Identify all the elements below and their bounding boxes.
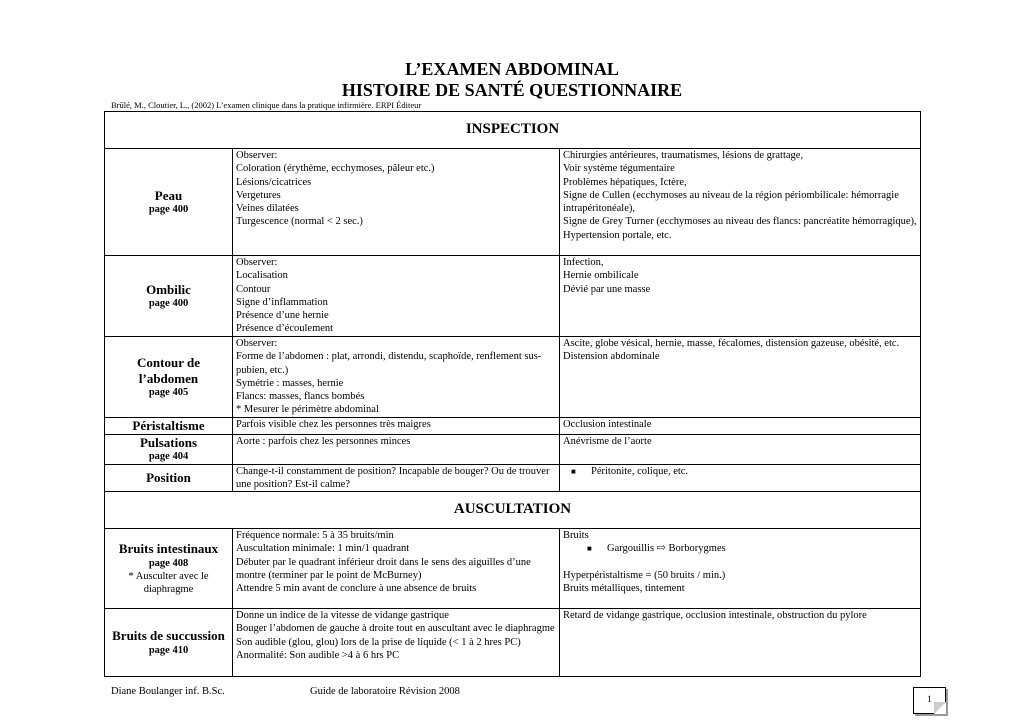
text-line: Occlusion intestinale [563, 419, 652, 430]
row-name: Bruits intestinaux [118, 541, 219, 557]
text-line: Localisation [236, 270, 288, 282]
observations-cell [233, 609, 560, 677]
row-name: Contour de l’abdomen [137, 355, 200, 386]
text-line: Ascite, globe vésical, hernie, masse, fécalomes, distension gazeuse, obésité, etc. [563, 338, 900, 349]
observations-cell [233, 529, 560, 609]
findings-cell [560, 529, 921, 609]
bullet-item [563, 465, 917, 478]
text-line: Borborygmes [668, 543, 726, 555]
row-header-position [105, 464, 233, 492]
text-line: Attendre 5 min avant de conclure à une absence de bruits [236, 583, 477, 595]
row-header-pulsations [105, 434, 233, 464]
row-header-bruits-intestinaux [105, 529, 233, 609]
row-page: page 400 [148, 204, 189, 216]
text-line: Anévrisme de l’aorte [563, 435, 652, 447]
section-inspection-title: INSPECTION [105, 112, 921, 149]
row-header-bruits-succussion [105, 609, 233, 677]
text-line: Bruits [563, 530, 589, 542]
square-bullet-icon: ■ [571, 466, 576, 476]
text-line: Péritonite, colique, etc. [591, 465, 689, 477]
text-line: Bruits métalliques, tintement [563, 582, 685, 594]
observations-cell [233, 256, 560, 337]
observations-cell [233, 464, 560, 492]
text-line: Hyperpéristaltisme = (50 bruits / min.) [563, 569, 726, 581]
text-line: Signe d’inflammation [236, 296, 328, 308]
text-line: Turgescence (normal < 2 sec.) [236, 216, 363, 228]
text-line: Débuter par le quadrant inférieur droit dans le sens des aiguilles d’une montre (terminer par le point de McBurney) [236, 556, 531, 581]
text-line: Contour [236, 283, 271, 295]
text-line: Forme de l’abdomen : plat, arrondi, distendu, scaphoïde, renflement sus-pubien, etc.) [236, 351, 542, 376]
text-line: Problèmes hépatiques, Ictère, [563, 176, 687, 188]
text-line: Donne un indice de la vitesse de vidange gastrique [236, 610, 449, 622]
observations-cell [233, 337, 560, 418]
row-name: Péristaltisme [132, 418, 205, 433]
text-line: Bouger l’abdomen de gauche à droite tout en auscultant avec le diaphragme [236, 623, 555, 635]
footer-guide: Guide de laboratoire Révision 2008 [310, 686, 460, 697]
row-page: page 404 [148, 451, 189, 463]
text-line: Hernie ombilicale [563, 270, 639, 282]
text-line: Coloration (érythème, ecchymoses, pâleur etc.) [236, 163, 435, 175]
findings-cell [560, 256, 921, 337]
text-line: Hypertension portale, etc. [563, 229, 672, 241]
observations-cell [233, 434, 560, 464]
text-line: Infection, [563, 257, 604, 268]
row-page: page 410 [148, 644, 189, 656]
text-line: Signe de Grey Turner (ecchymoses au niveau des flancs: pancréatite hémorragique), [563, 216, 917, 228]
text-line: Vergetures [236, 189, 281, 201]
text-line: Voir système tégumentaire [563, 163, 675, 175]
page-number: 1 [927, 694, 932, 704]
text-line: Présence d’une hernie [236, 310, 329, 322]
text-line: Auscultation minimale: 1 min/1 quadrant [236, 543, 410, 555]
text-line: Observer: [236, 150, 278, 161]
observations-cell [233, 418, 560, 435]
row-header-peau [105, 149, 233, 256]
text-line: Distension abdominale [563, 351, 660, 363]
bullet-item [563, 542, 917, 555]
text-line: Chirurgies antérieures, traumatismes, lésions de grattage, [563, 150, 804, 161]
text-line: Observer: [236, 257, 278, 268]
observations-cell [233, 149, 560, 256]
row-name: Position [146, 470, 191, 486]
text-line: Son audible (glou, glou) lors de la prise de liquide (< 1 à 2 hres PC) [236, 636, 521, 648]
text-line: * Mesurer le périmètre abdominal [236, 404, 379, 416]
row-page: page 405 [148, 387, 189, 398]
section-auscultation-title: AUSCULTATION [105, 492, 921, 529]
findings-cell [560, 149, 921, 256]
findings-cell [560, 337, 921, 418]
row-note: * Ausculter avec le diaphragme [128, 570, 209, 595]
page-number-box [913, 687, 946, 714]
text-line: Change-t-il constamment de position? Incapable de bouger? Ou de trouver une position? Est-il calme? [236, 465, 550, 490]
text-line: Parfois visible chez les personnes très maigres [236, 419, 431, 430]
text-line: Flancs: masses, flancs bombés [236, 391, 365, 403]
findings-cell [560, 434, 921, 464]
row-name: Peau [154, 187, 183, 203]
text-line: Dévié par une masse [563, 283, 651, 295]
document-title-line1: L’EXAMEN ABDOMINAL [405, 59, 619, 79]
text-line: Anormalité: Son audible >4 à 6 hrs PC [236, 649, 400, 661]
row-name: Bruits de succussion [112, 628, 225, 644]
findings-cell [560, 418, 921, 435]
row-page: page 400 [148, 298, 189, 310]
text-line: Retard de vidange gastrique, occlusion intestinale, obstruction du pylore [563, 610, 867, 622]
exam-table [104, 111, 921, 677]
square-bullet-icon: ■ [587, 544, 592, 554]
footer-author: Diane Boulanger inf. B.Sc. [111, 686, 225, 697]
document-title-line2: HISTOIRE DE SANTÉ QUESTIONNAIRE [341, 80, 683, 100]
page-fold-icon [934, 702, 946, 714]
text-line: Présence d’écoulement [236, 323, 334, 335]
text-line: Lésions/cicatrices [236, 176, 312, 188]
row-page: page 408 [148, 557, 189, 569]
spacer [563, 556, 917, 569]
text-line: Veines dilatées [236, 203, 299, 215]
reference-citation: Brûlé, M., Cloutier, L., (2002) L’examen clinique dans la pratique infirmière. ERPI Éditeur [111, 100, 422, 110]
findings-cell [560, 609, 921, 677]
arrow-right-icon: ⇨ [656, 542, 666, 555]
row-header-peristaltisme [105, 418, 233, 435]
row-name: Pulsations [139, 434, 198, 450]
row-name: Ombilic [146, 281, 191, 297]
text-line: Fréquence normale: 5 à 35 bruits/min [236, 530, 394, 542]
findings-cell [560, 464, 921, 492]
text-line: Signe de Cullen (ecchymoses au niveau de la région périombilicale: hémorragie intrapéritonéale), [563, 189, 899, 215]
text-line: Gargouillis [607, 543, 655, 555]
text-line: Observer: [236, 338, 278, 349]
row-header-contour [105, 337, 233, 418]
text-line: Aorte : parfois chez les personnes minces [236, 435, 411, 447]
text-line: Symétrie : masses, hernie [236, 377, 344, 389]
row-header-ombilic [105, 256, 233, 337]
